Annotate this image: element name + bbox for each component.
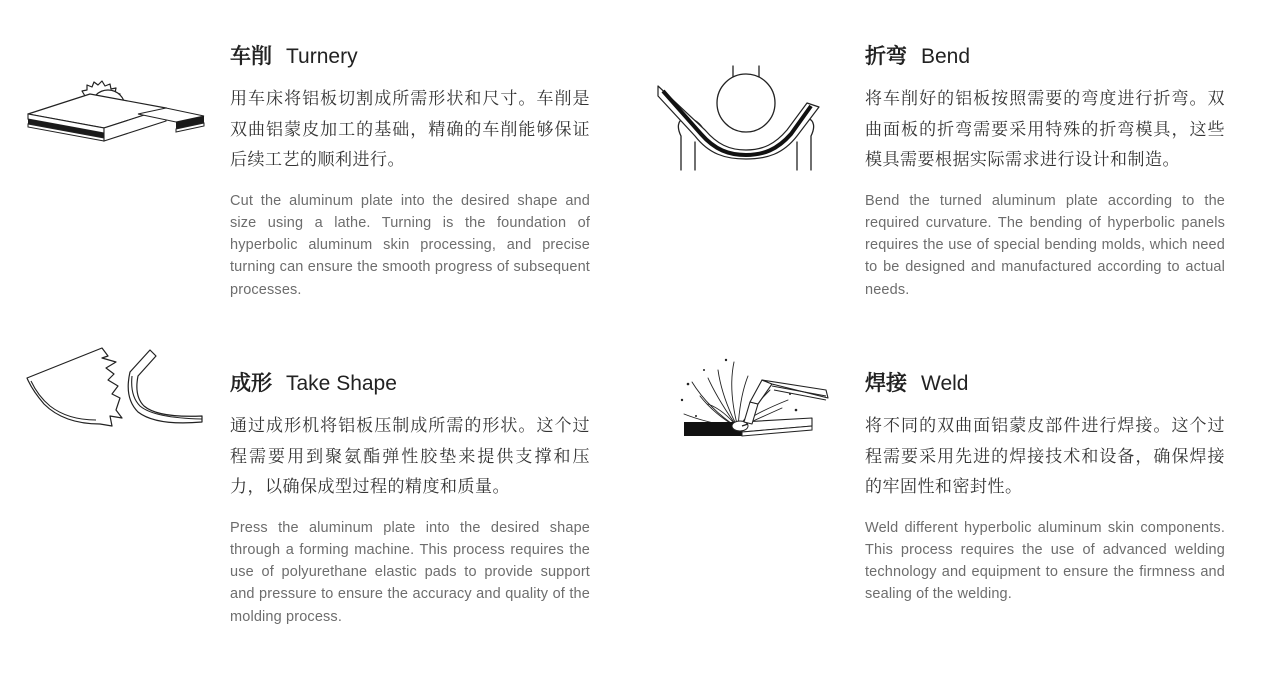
shape-title-en: Take Shape: [286, 372, 397, 395]
shape-title: [230, 371, 590, 397]
weld-title: [865, 371, 1225, 397]
weld-title-zh: 焊接: [865, 372, 907, 395]
bend-icon: [655, 66, 820, 172]
welding-icon: [678, 356, 830, 440]
weld-title-en: Weld: [921, 372, 969, 395]
turnery-description-zh: 用车床将铝板切割成所需形状和尺寸。车削是双曲铝蒙皮加工的基础，精确的车削能够保证后续工艺的顺利进行。: [230, 89, 590, 169]
bend-title-en: Bend: [921, 45, 971, 68]
shape-title-zh: 成形: [230, 372, 272, 395]
shape-description-en: Press the aluminum plate into the desired shape through a forming machine. This process requires the use of polyurethane elastic pads to provide support and pressure to ensure the accuracy and quality of the molding process.: [230, 519, 590, 625]
turnery-description-en: Cut the aluminum plate into the desired shape and size using a lathe. Turning is the foundation of hyperbolic aluminum skin processing, and precise turning can ensure the smooth progress of subsequent processes.: [230, 192, 590, 298]
turnery-title-zh: 车削: [230, 45, 272, 68]
weld-text: [865, 371, 1225, 606]
weld-description-en: Weld different hyperbolic aluminum skin components. This process requires the use of advanced welding technology and equipment to ensure the firmness and sealing of the welding.: [865, 519, 1225, 603]
weld-description-zh: 将不同的双曲面铝蒙皮部件进行焊接。这个过程需要采用先进的焊接技术和设备，确保焊接的牢固性和密封性。: [865, 416, 1225, 496]
bend-title: [865, 44, 1225, 70]
bend-text: [865, 44, 1225, 301]
shape-description-zh: 通过成形机将铝板压制成所需的形状。这个过程需要用到聚氨酯弹性胶垫来提供支撑和压力，以确保成型过程的精度和质量。: [230, 416, 590, 496]
shape-text: [230, 371, 590, 628]
turnery-title-en: Turnery: [286, 45, 358, 68]
bend-title-zh: 折弯: [865, 45, 907, 68]
turnery-icon: [26, 76, 206, 148]
bend-description-en: Bend the turned aluminum plate according to the required curvature. The bending of hyperbolic panels requires the use of special bending molds, which need to be designed and manufactured according to actual needs.: [865, 192, 1225, 298]
turnery-title: [230, 44, 590, 70]
turnery-text: [230, 44, 590, 301]
forming-icon: [26, 346, 208, 434]
bend-description-zh: 将车削好的铝板按照需要的弯度进行折弯。双曲面板的折弯需要采用特殊的折弯模具，这些模具需要根据实际需求进行设计和制造。: [865, 89, 1225, 169]
